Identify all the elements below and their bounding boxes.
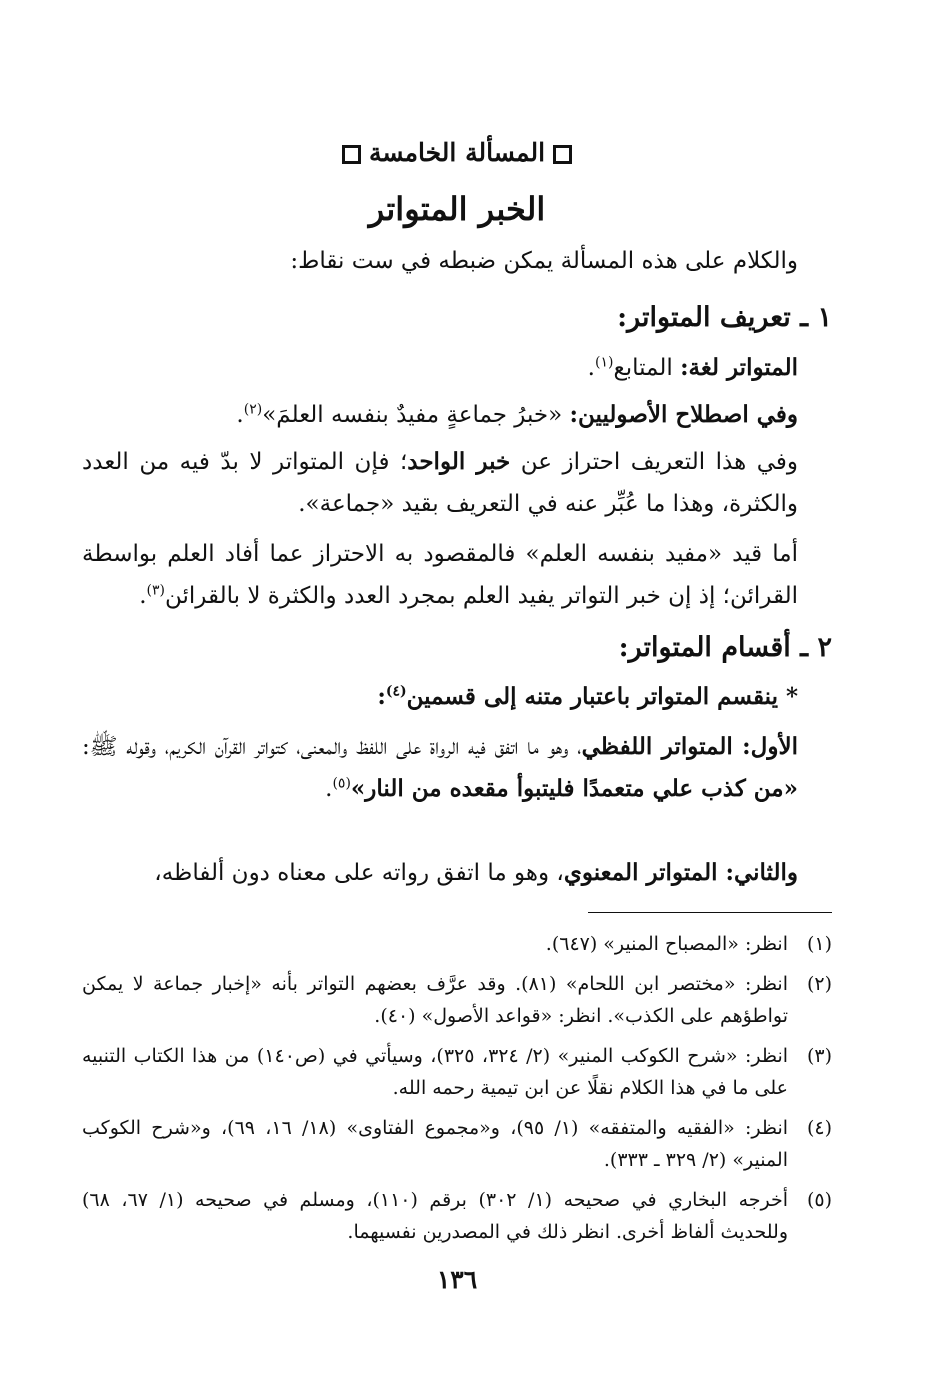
footnote-number: (٥) — [806, 1189, 832, 1211]
paragraph-ihtiraz: وفي هذا التعريف احتراز عن خبر الواحد؛ فإن المتواتر لا بدّ فيه من العدد والكثرة، وهذا ما عُبِّر عنه في التعريف بقيد «جماعة». — [82, 448, 798, 517]
definition-lugha: المتواتر لغة: المتابع$^{(١)}$. — [587, 354, 798, 381]
footnote-text: انظر: «المصباح المنير» (٦٤٧). — [545, 933, 788, 955]
page-number: ١٣٦ — [436, 1265, 478, 1294]
divisions-subheading: * ينقسم المتواتر باعتبار متنه إلى قسمين$^{(٤)}$: — [377, 683, 798, 710]
definition-istilah: وفي اصطلاح الأصوليين: «خبرُ جماعةٍ مفيدٌ بنفسه العلمَ»$^{(٢)}$. — [236, 401, 798, 428]
footnote-item — [82, 968, 832, 1032]
footnote-ref[interactable]: (٤) — [385, 683, 407, 700]
footnote-number: (٤) — [806, 1117, 832, 1139]
section-label: المسألة الخامسة — [82, 138, 832, 167]
footnote-ref[interactable]: (٥) — [332, 775, 351, 792]
footnote-ref[interactable]: (٢) — [243, 401, 263, 418]
paragraph-manawi: والثاني: المتواتر المعنوي، وهو ما اتفق رواته على معناه دون ألفاظه، — [154, 859, 798, 886]
paragraph-lafzi: الأول: المتواتر اللفظي، وهو ما اتفق فيه الرواة على اللفظ والمعنى، كتواتر القرآن الكريم، وقوله ﷺ: «من كذب علي متعمدًا فليتبوأ مقعده من النار»$^{(٥)}$. — [82, 733, 798, 802]
footnotes — [82, 928, 832, 1256]
footnote-number: (٢) — [806, 973, 832, 995]
footnote-text: أخرجه البخاري في صحيحه (١/ ٣٠٢) برقم (١١٠)، ومسلم في صحيحه (١/ ٦٧، ٦٨) وللحديث ألفاظ أخرى. انظر ذلك في المصدرين نفسيهما. — [82, 1189, 789, 1243]
footnote-number: (١) — [806, 933, 832, 955]
section-heading-definition: ١ ـ تعريف المتواتر: — [617, 302, 832, 333]
footnote-item — [82, 1040, 832, 1104]
section-heading-divisions: ٢ ـ أقسام المتواتر: — [618, 632, 832, 663]
footnote-item — [82, 928, 832, 960]
footnote-number: (٣) — [806, 1045, 832, 1067]
intro-paragraph: والكلام على هذه المسألة يمكن ضبطه في ست نقاط: — [290, 248, 798, 274]
footnote-item — [82, 1112, 832, 1176]
hadith-quote: «من كذب علي متعمدًا فليتبوأ مقعده من النار» — [350, 775, 798, 802]
footnote-ref[interactable]: (١) — [594, 354, 614, 371]
square-ornament-icon — [553, 145, 572, 164]
footnote-divider — [588, 912, 832, 913]
footnote-text: انظر: «مختصر ابن اللحام» (٨١). وقد عرَّف بعضهم التواتر بأنه «إخبار جماعة لا يمكن تواطؤهم على الكذب». انظر: «قواعد الأصول» (٤٠). — [82, 973, 789, 1027]
footnote-text: انظر: «شرح الكوكب المنير» (٢/ ٣٢٤، ٣٢٥)، وسيأتي في (ص١٤٠) من هذا الكتاب التنبيه على ما في هذا الكلام نقلًا عن ابن تيمية رحمه الله. — [82, 1045, 789, 1099]
square-ornament-icon — [342, 145, 361, 164]
page-title: الخبر المتواتر — [368, 190, 546, 228]
paragraph-qayd: أما قيد «مفيد بنفسه العلم» فالمقصود به الاحتراز عما أفاد العلم بواسطة القرائن؛ إذ إن خبر التواتر يفيد العلم بمجرد العدد والكثرة لا بالقرائن$^{(٣)}$. — [82, 541, 798, 609]
footnote-text: انظر: «الفقيه والمتفقه» (١/ ٩٥)، و«مجموع الفتاوى» (١٨/ ١٦، ٦٩)، و«شرح الكوكب المنير» (٢/ ٣٢٩ ـ ٣٣٣). — [82, 1117, 789, 1171]
footnote-item — [82, 1184, 832, 1248]
book-page — [82, 0, 832, 1381]
footnote-ref[interactable]: (٣) — [146, 582, 165, 599]
